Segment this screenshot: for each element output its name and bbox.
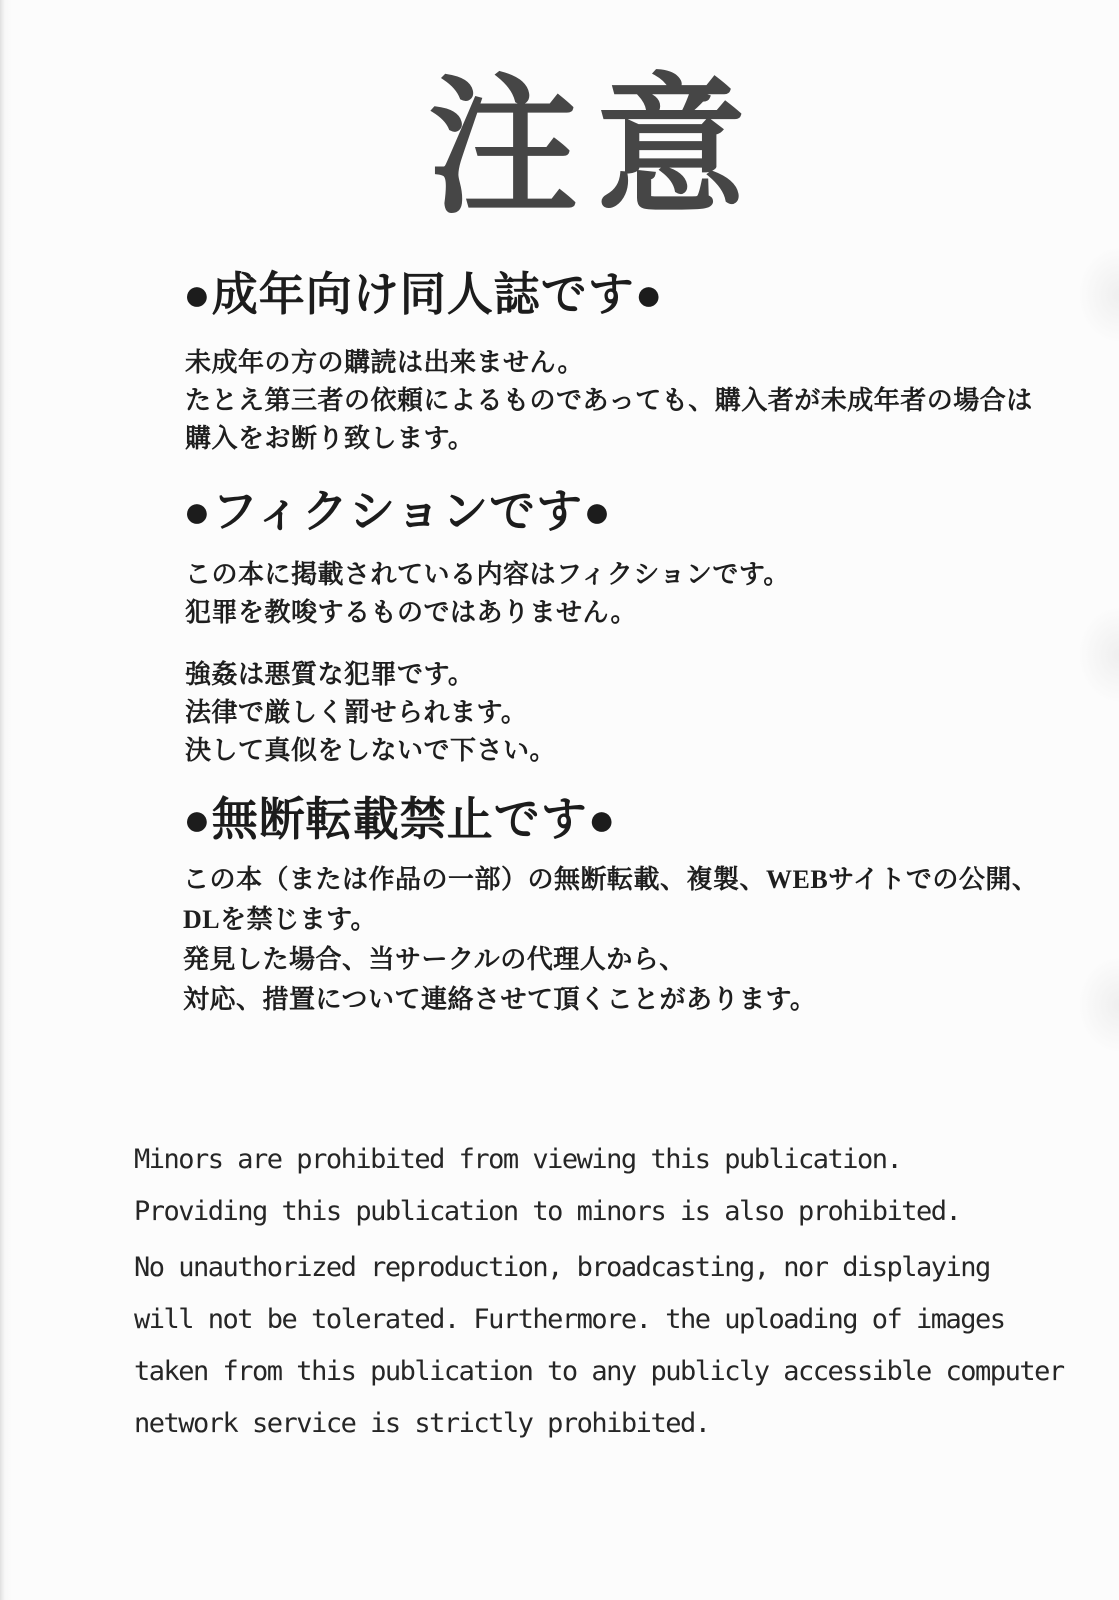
text-line: 強姦は悪質な犯罪です。 (185, 660, 475, 689)
text-line: Minors are prohibited from viewing this publication. (134, 1144, 902, 1175)
text-line: taken from this publication to any publicly accessible computer (134, 1356, 1064, 1387)
text-line: Providing this publication to minors is also prohibited. (134, 1196, 961, 1227)
scan-shadow-artifact (1064, 940, 1119, 1070)
scan-edge-artifact (0, 0, 12, 1600)
section-heading-no-reproduction: ●無断転載禁止です● (183, 794, 617, 845)
text-line: will not be tolerated. Furthermore. the uploading of images (134, 1304, 1005, 1335)
fiction-paragraph (185, 556, 790, 632)
no-reproduction-paragraph (183, 860, 1038, 1020)
text-line: 未成年の方の購読は出来ません。 (185, 348, 585, 377)
page-title: 注意 (428, 61, 765, 235)
text-line: 犯罪を教唆するものではありません。 (185, 598, 638, 627)
text-line: No unauthorized reproduction, broadcasting, nor displaying (134, 1252, 990, 1283)
text-line: 法律で厳しく罰せられます。 (185, 698, 528, 727)
text-line: 購入をお断り致します。 (185, 424, 475, 453)
text-line: 発見した場合、当サークルの代理人から、 (183, 945, 686, 974)
scan-shadow-artifact (1064, 590, 1119, 720)
text-line: この本（または作品の一部）の無断転載、複製、WEBサイトでの公開、 (183, 865, 1039, 894)
text-line: network service is strictly prohibited. (134, 1408, 710, 1439)
text-line: 対応、措置について連絡させて頂くことがあります。 (183, 985, 817, 1014)
text-line: DLを禁じます。 (183, 905, 378, 934)
english-notice-reproduction (134, 1242, 1064, 1450)
adult-only-paragraph (185, 344, 1033, 458)
text-line: たとえ第三者の依頼によるものであっても、購入者が未成年者の場合は (185, 386, 1033, 415)
scan-shadow-artifact (1064, 230, 1119, 360)
crime-warning-paragraph (185, 656, 556, 770)
section-heading-fiction: ●フィクションです● (183, 486, 612, 537)
text-line: この本に掲載されている内容はフィクションです。 (185, 560, 790, 589)
text-line: 決して真似をしないで下さい。 (185, 736, 557, 765)
english-notice-minors (134, 1134, 960, 1238)
section-heading-adult-only: ●成年向け同人誌です● (183, 269, 664, 320)
